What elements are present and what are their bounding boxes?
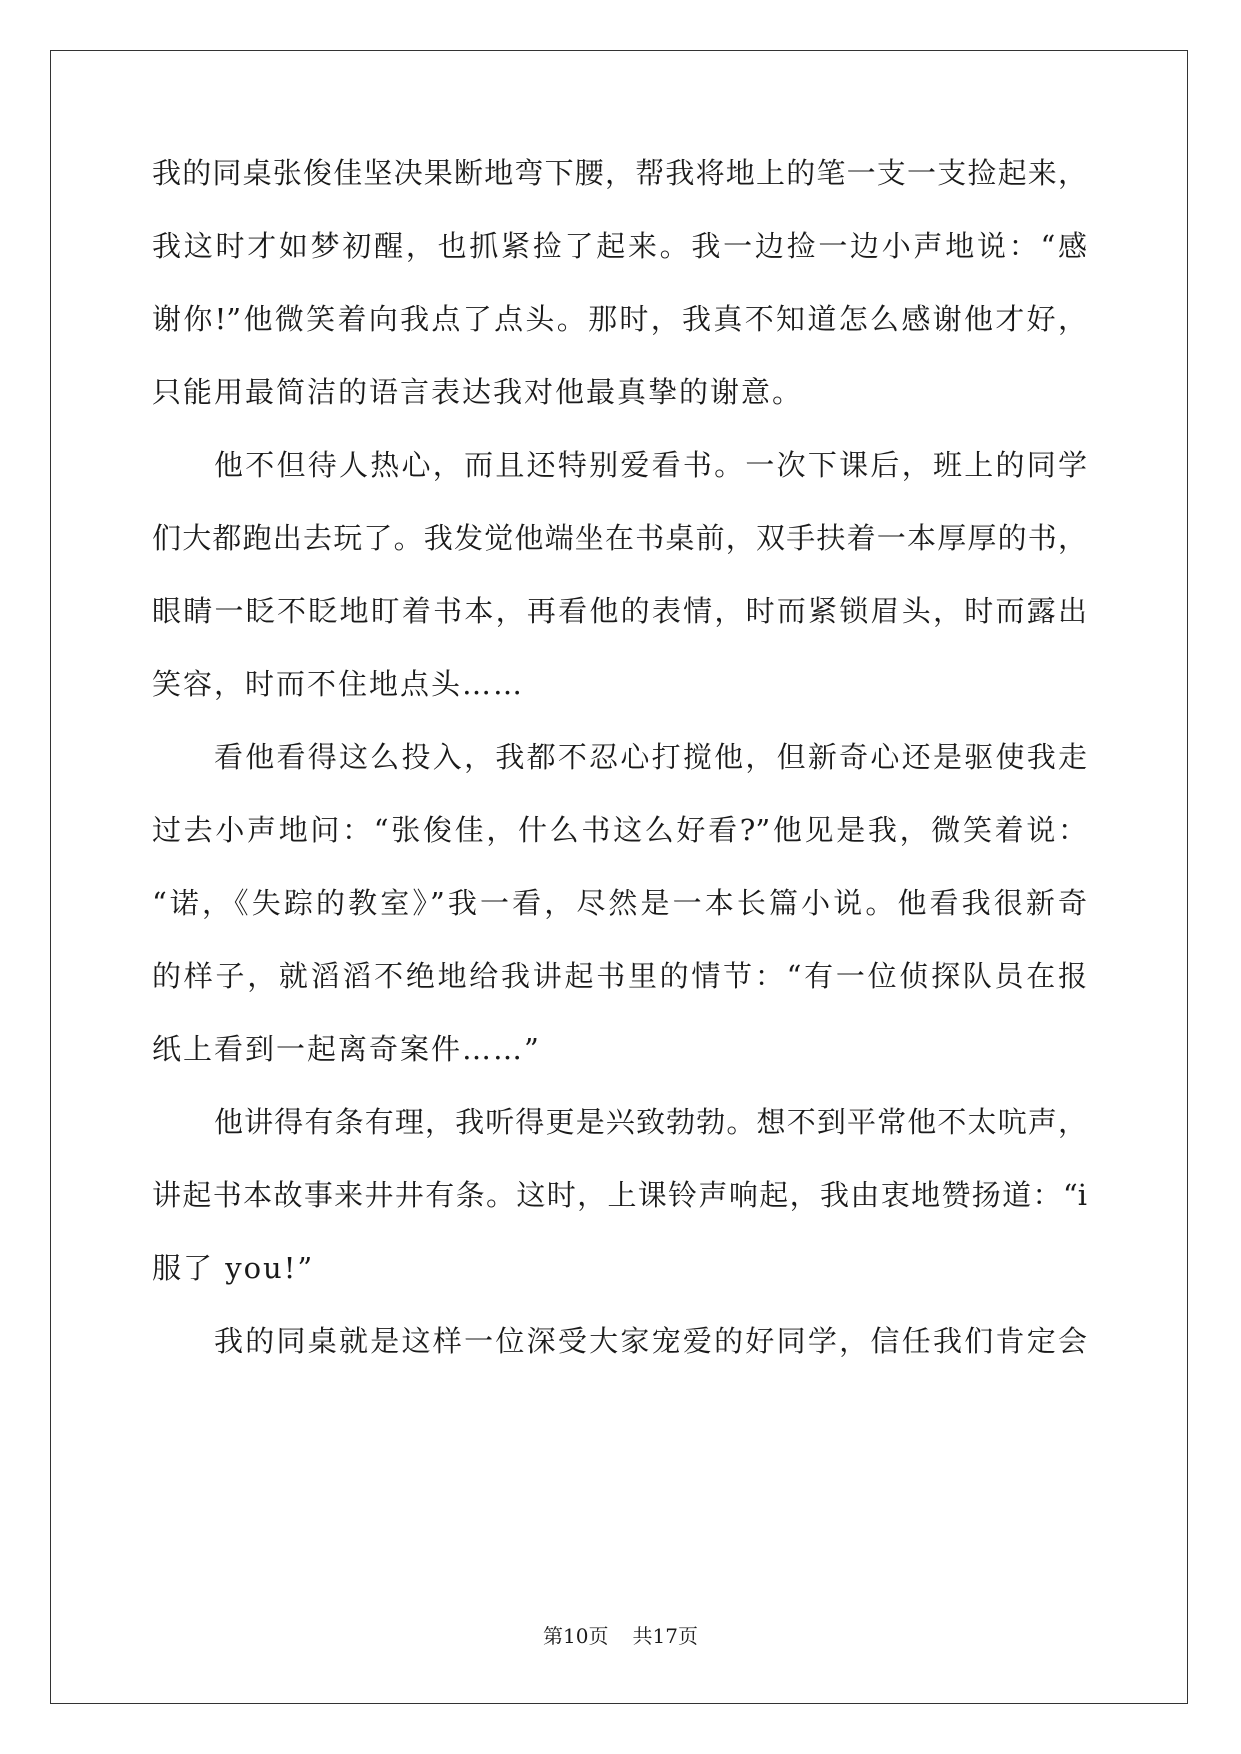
text-line: 谢你!”他微笑着向我点了点头。那时，我真不知道怎么感谢他才好，	[152, 302, 1087, 336]
text-line: 笑容，时而不住地点头……	[152, 667, 525, 701]
page-number: 第10页	[543, 1624, 609, 1648]
paragraph-first-line: 他不但待人热心，而且还特别爱看书。一次下课后，班上的同学	[214, 448, 1087, 482]
text-line: 纸上看到一起离奇案件……”	[152, 1032, 541, 1066]
page-total: 共17页	[632, 1624, 698, 1648]
paragraph-first-line: 看他看得这么投入，我都不忍心打搅他，但新奇心还是驱使我走	[214, 740, 1087, 774]
text-line: 我的同桌张俊佳坚决果断地弯下腰，帮我将地上的笔一支一支捡起来，	[152, 156, 1087, 190]
text-line: 我这时才如梦初醒，也抓紧捡了起来。我一边捡一边小声地说：“感	[152, 229, 1087, 263]
text-line: 们大都跑出去玩了。我发觉他端坐在书桌前，双手扶着一本厚厚的书，	[152, 521, 1087, 555]
text-line: “诺，《失踪的教室》”我一看，尽然是一本长篇小说。他看我很新奇	[152, 886, 1087, 920]
page-footer	[0, 1622, 1241, 1650]
text-line: 眼睛一眨不眨地盯着书本，再看他的表情，时而紧锁眉头，时而露出	[152, 594, 1087, 628]
paragraph-first-line: 我的同桌就是这样一位深受大家宠爱的好同学，信任我们肯定会	[214, 1324, 1087, 1358]
text-line: 的样子，就滔滔不绝地给我讲起书里的情节：“有一位侦探队员在报	[152, 959, 1087, 993]
text-line: 讲起书本故事来井井有条。这时，上课铃声响起，我由衷地赞扬道：“i	[152, 1178, 1087, 1212]
paragraph-first-line: 他讲得有条有理，我听得更是兴致勃勃。想不到平常他不太吭声，	[214, 1105, 1087, 1139]
text-line: 过去小声地问：“张俊佳，什么书这么好看?”他见是我，微笑着说：	[152, 813, 1087, 847]
text-line: 只能用最简洁的语言表达我对他最真挚的谢意。	[152, 375, 804, 409]
text-line: 服了 you!”	[152, 1251, 315, 1285]
